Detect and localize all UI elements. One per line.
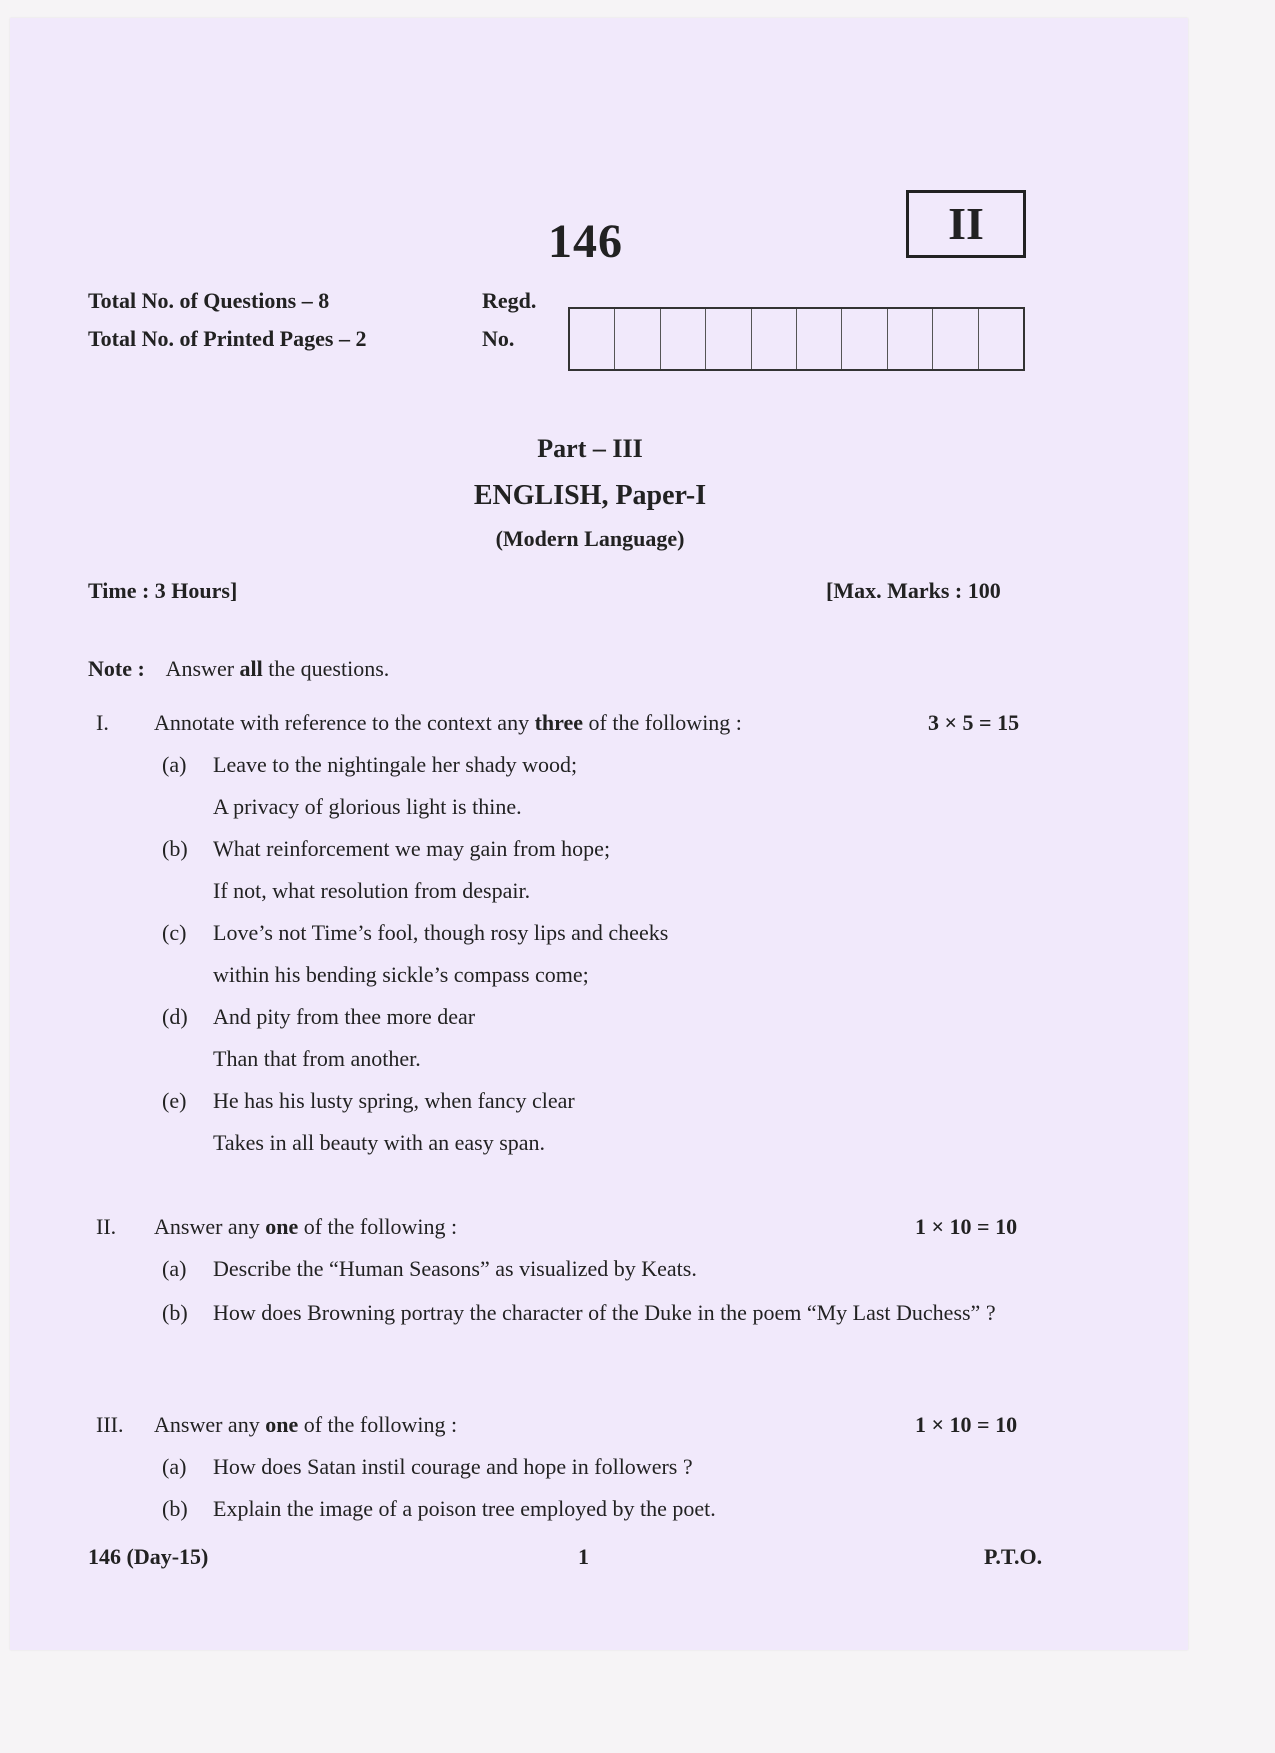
- reg-digit-box[interactable]: [615, 309, 660, 369]
- note-post: the questions.: [268, 656, 390, 681]
- pto-label: P.T.O.: [984, 1544, 1043, 1569]
- language-heading: (Modern Language): [495, 526, 685, 551]
- item-line: Leave to the nightingale her shady wood;: [213, 752, 578, 777]
- note-bold: all: [239, 656, 263, 681]
- question-instruction: [154, 1412, 457, 1438]
- max-marks-label: [Max. Marks : 100: [826, 578, 1001, 603]
- reg-digit-box[interactable]: [570, 309, 615, 369]
- item-line: What reinforcement we may gain from hope;: [213, 836, 611, 861]
- instruction-pre: Answer any: [154, 1214, 260, 1239]
- item-line: Takes in all beauty with an easy span.: [213, 1130, 546, 1155]
- question-number: III.: [96, 1412, 124, 1437]
- subject-heading: ENGLISH, Paper-I: [473, 480, 707, 511]
- item-text: How does Satan instil courage and hope in followers ?: [213, 1454, 693, 1479]
- item-line: He has his lusty spring, when fancy clear: [213, 1088, 575, 1113]
- reg-digit-box[interactable]: [842, 309, 887, 369]
- note-line: [88, 656, 389, 682]
- reg-digit-box[interactable]: [752, 309, 797, 369]
- footer-paper-code: 146 (Day-15): [88, 1544, 209, 1569]
- total-questions: Total No. of Questions – 8: [88, 288, 330, 313]
- item-label: (d): [162, 1004, 188, 1029]
- item-label: (a): [162, 1454, 187, 1479]
- item-label: (b): [162, 1300, 188, 1325]
- item-label: (e): [162, 1088, 187, 1113]
- reg-digit-box[interactable]: [888, 309, 933, 369]
- item-line: Than that from another.: [213, 1046, 421, 1071]
- note-pre: Answer: [165, 656, 235, 681]
- total-pages: Total No. of Printed Pages – 2: [88, 326, 367, 351]
- question-marks: 1 × 10 = 10: [915, 1412, 1018, 1437]
- instruction-bold: one: [265, 1412, 299, 1437]
- question-number: II.: [96, 1214, 117, 1239]
- item-label: (b): [162, 1496, 188, 1521]
- paper-code: 146: [548, 215, 623, 268]
- regd-no-label: No.: [482, 326, 515, 351]
- question-instruction: [154, 710, 742, 736]
- note-label: Note :: [88, 656, 145, 681]
- item-line: If not, what resolution from despair.: [213, 878, 531, 903]
- instruction-post: of the following :: [303, 1214, 458, 1239]
- item-line: A privacy of glorious light is thine.: [213, 794, 522, 819]
- question-marks: 1 × 10 = 10: [915, 1214, 1018, 1239]
- reg-digit-box[interactable]: [661, 309, 706, 369]
- set-label-box: II: [906, 190, 1026, 258]
- question-instruction: [154, 1214, 457, 1240]
- regd-label: Regd.: [482, 288, 537, 313]
- item-label: (c): [162, 920, 187, 945]
- instruction-pre: Answer any: [154, 1412, 260, 1437]
- item-text: How does Browning portray the character of the Duke in the poem “My Last Duchess” ?: [213, 1300, 996, 1325]
- item-label: (b): [162, 836, 188, 861]
- item-label: (a): [162, 1256, 187, 1281]
- instruction-bold: one: [265, 1214, 299, 1239]
- item-text: Explain the image of a poison tree employed by the poet.: [213, 1496, 716, 1521]
- page-number: 1: [578, 1544, 589, 1569]
- item-line: Love’s not Time’s fool, though rosy lips and cheeks: [213, 920, 669, 945]
- instruction-post: of the following :: [303, 1412, 458, 1437]
- instruction-post: of the following :: [588, 710, 742, 735]
- reg-digit-box[interactable]: [933, 309, 978, 369]
- reg-digit-box[interactable]: [706, 309, 751, 369]
- reg-digit-box[interactable]: [979, 309, 1023, 369]
- time-label: Time : 3 Hours]: [88, 578, 238, 603]
- item-label: (a): [162, 752, 187, 777]
- question-number: I.: [96, 710, 109, 735]
- instruction-pre: Annotate with reference to the context any: [154, 710, 530, 735]
- part-heading: Part – III: [537, 434, 643, 463]
- item-line: within his bending sickle’s compass come;: [213, 962, 589, 987]
- instruction-bold: three: [534, 710, 584, 735]
- exam-sheet: [10, 18, 1188, 1650]
- registration-number-boxes[interactable]: [568, 307, 1025, 371]
- reg-digit-box[interactable]: [797, 309, 842, 369]
- item-line: And pity from thee more dear: [213, 1004, 476, 1029]
- question-marks: 3 × 5 = 15: [928, 710, 1020, 735]
- item-text: Describe the “Human Seasons” as visualized by Keats.: [213, 1256, 697, 1281]
